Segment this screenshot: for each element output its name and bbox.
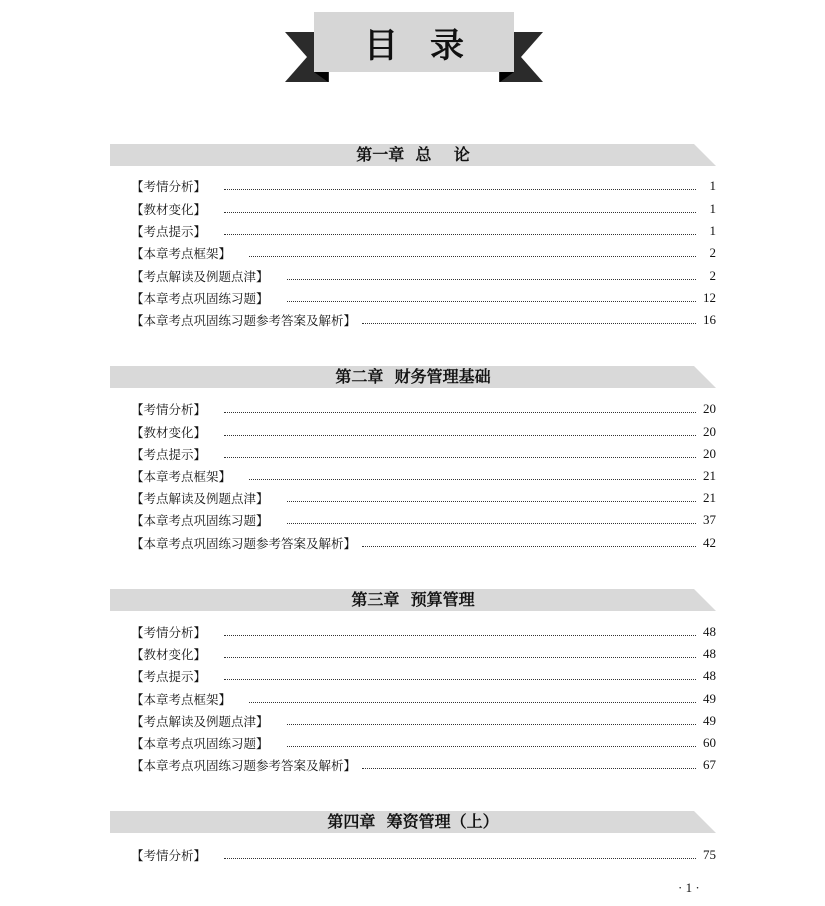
toc-entry[interactable] (131, 243, 716, 263)
banner-plate (314, 12, 514, 72)
toc-entry-page: 49 (703, 691, 716, 706)
chapter-header (110, 144, 716, 166)
toc-entry-label: 【考点解读及例题点津】 (131, 269, 269, 284)
toc-entry-page: 37 (703, 512, 716, 527)
toc-entry[interactable] (131, 444, 716, 464)
toc-entry-page: 12 (703, 290, 716, 305)
toc-entry-page: 20 (703, 446, 716, 461)
toc-entry-page: 67 (703, 757, 716, 772)
banner-ribbon-left (285, 32, 307, 82)
toc-entry-page: 48 (703, 624, 716, 639)
page-number: · 1 · (678, 880, 700, 895)
dot-leader (249, 479, 696, 480)
toc-entry[interactable] (131, 510, 716, 530)
toc-entry-label: 【考情分析】 (131, 402, 207, 417)
toc-entry[interactable] (131, 533, 716, 553)
toc-entry-label: 【考点提示】 (131, 224, 207, 239)
dot-leader (249, 256, 696, 257)
banner-fold-right (500, 72, 514, 82)
chapter-title: 第四章 筹资管理（上） (327, 812, 499, 831)
dot-leader (224, 657, 696, 658)
dot-leader (224, 412, 696, 413)
chapter-title: 第三章 预算管理 (351, 590, 475, 609)
toc-entry-page: 2 (709, 268, 716, 283)
toc-entry-label: 【教材变化】 (131, 647, 207, 662)
toc-entry[interactable] (131, 399, 716, 419)
toc-entry-label: 【本章考点框架】 (131, 246, 232, 261)
toc-entry-label: 【本章考点巩固练习题】 (131, 291, 269, 306)
page-title: 目录 (364, 25, 496, 66)
dot-leader (287, 746, 696, 747)
toc-entry-page: 1 (709, 201, 716, 216)
dot-leader (362, 323, 696, 324)
toc-entry[interactable] (131, 711, 716, 731)
toc-entry-page: 21 (703, 468, 716, 483)
toc-entry-page: 49 (703, 713, 716, 728)
dot-leader (224, 435, 696, 436)
chapter-header (110, 366, 716, 388)
toc-entry[interactable] (131, 666, 716, 686)
dot-leader (287, 301, 696, 302)
banner-ribbon-right (521, 32, 543, 82)
toc-entry-label: 【教材变化】 (131, 425, 207, 440)
toc-entry-page: 48 (703, 668, 716, 683)
toc-entry-page: 1 (709, 223, 716, 238)
toc-entry[interactable] (131, 288, 716, 308)
toc-entry[interactable] (131, 622, 716, 642)
toc-entry-label: 【考情分析】 (131, 625, 207, 640)
toc-entry[interactable] (131, 221, 716, 241)
dot-leader (224, 212, 696, 213)
toc-entry-page: 48 (703, 646, 716, 661)
toc-entry-page: 1 (709, 178, 716, 193)
toc-entry[interactable] (131, 310, 716, 330)
toc-entry-label: 【本章考点巩固练习题参考答案及解析】 (131, 758, 357, 773)
toc-entry[interactable] (131, 176, 716, 196)
toc-entry-label: 【考点解读及例题点津】 (131, 714, 269, 729)
chapter-header (110, 589, 716, 611)
toc-entry-page: 2 (709, 245, 716, 260)
dot-leader (224, 234, 696, 235)
toc-entry-label: 【本章考点框架】 (131, 469, 232, 484)
toc-entry-page: 60 (703, 735, 716, 750)
toc-entry[interactable] (131, 644, 716, 664)
toc-entry-label: 【考点提示】 (131, 669, 207, 684)
toc-entry-label: 【教材变化】 (131, 202, 207, 217)
toc-entry-label: 【本章考点巩固练习题】 (131, 513, 269, 528)
dot-leader (224, 679, 696, 680)
toc-entry-page: 20 (703, 401, 716, 416)
toc-entry-page: 42 (703, 535, 716, 550)
dot-leader (224, 457, 696, 458)
toc-entry-label: 【考情分析】 (131, 848, 207, 863)
toc-entry-label: 【考点提示】 (131, 447, 207, 462)
toc-entry-label: 【本章考点框架】 (131, 692, 232, 707)
dot-leader (224, 635, 696, 636)
toc-entry[interactable] (131, 845, 716, 865)
dot-leader (224, 189, 696, 190)
dot-leader (224, 858, 696, 859)
toc-entry[interactable] (131, 755, 716, 775)
toc-entry-page: 16 (703, 312, 716, 327)
toc-entry-page: 75 (703, 847, 716, 862)
dot-leader (362, 768, 696, 769)
toc-entry[interactable] (131, 422, 716, 442)
toc-entry[interactable] (131, 199, 716, 219)
dot-leader (287, 523, 696, 524)
toc-entry-label: 【考点解读及例题点津】 (131, 491, 269, 506)
toc-entry-label: 【本章考点巩固练习题参考答案及解析】 (131, 313, 357, 328)
dot-leader (287, 724, 696, 725)
toc-entry[interactable] (131, 689, 716, 709)
chapter-header (110, 811, 716, 833)
toc-entry[interactable] (131, 466, 716, 486)
dot-leader (287, 501, 696, 502)
dot-leader (287, 279, 696, 280)
toc-entry[interactable] (131, 488, 716, 508)
toc-entry-label: 【考情分析】 (131, 179, 207, 194)
toc-entry-label: 【本章考点巩固练习题】 (131, 736, 269, 751)
toc-title-banner (285, 10, 543, 74)
banner-fold-left (314, 72, 328, 82)
toc-entry[interactable] (131, 266, 716, 286)
toc-entry-page: 20 (703, 424, 716, 439)
chapter-title: 第二章 财务管理基础 (335, 367, 491, 386)
dot-leader (249, 702, 696, 703)
toc-entry-page: 21 (703, 490, 716, 505)
toc-entry-label: 【本章考点巩固练习题参考答案及解析】 (131, 536, 357, 551)
chapter-title: 第一章 总 论 (356, 145, 470, 164)
dot-leader (362, 546, 696, 547)
toc-entry[interactable] (131, 733, 716, 753)
